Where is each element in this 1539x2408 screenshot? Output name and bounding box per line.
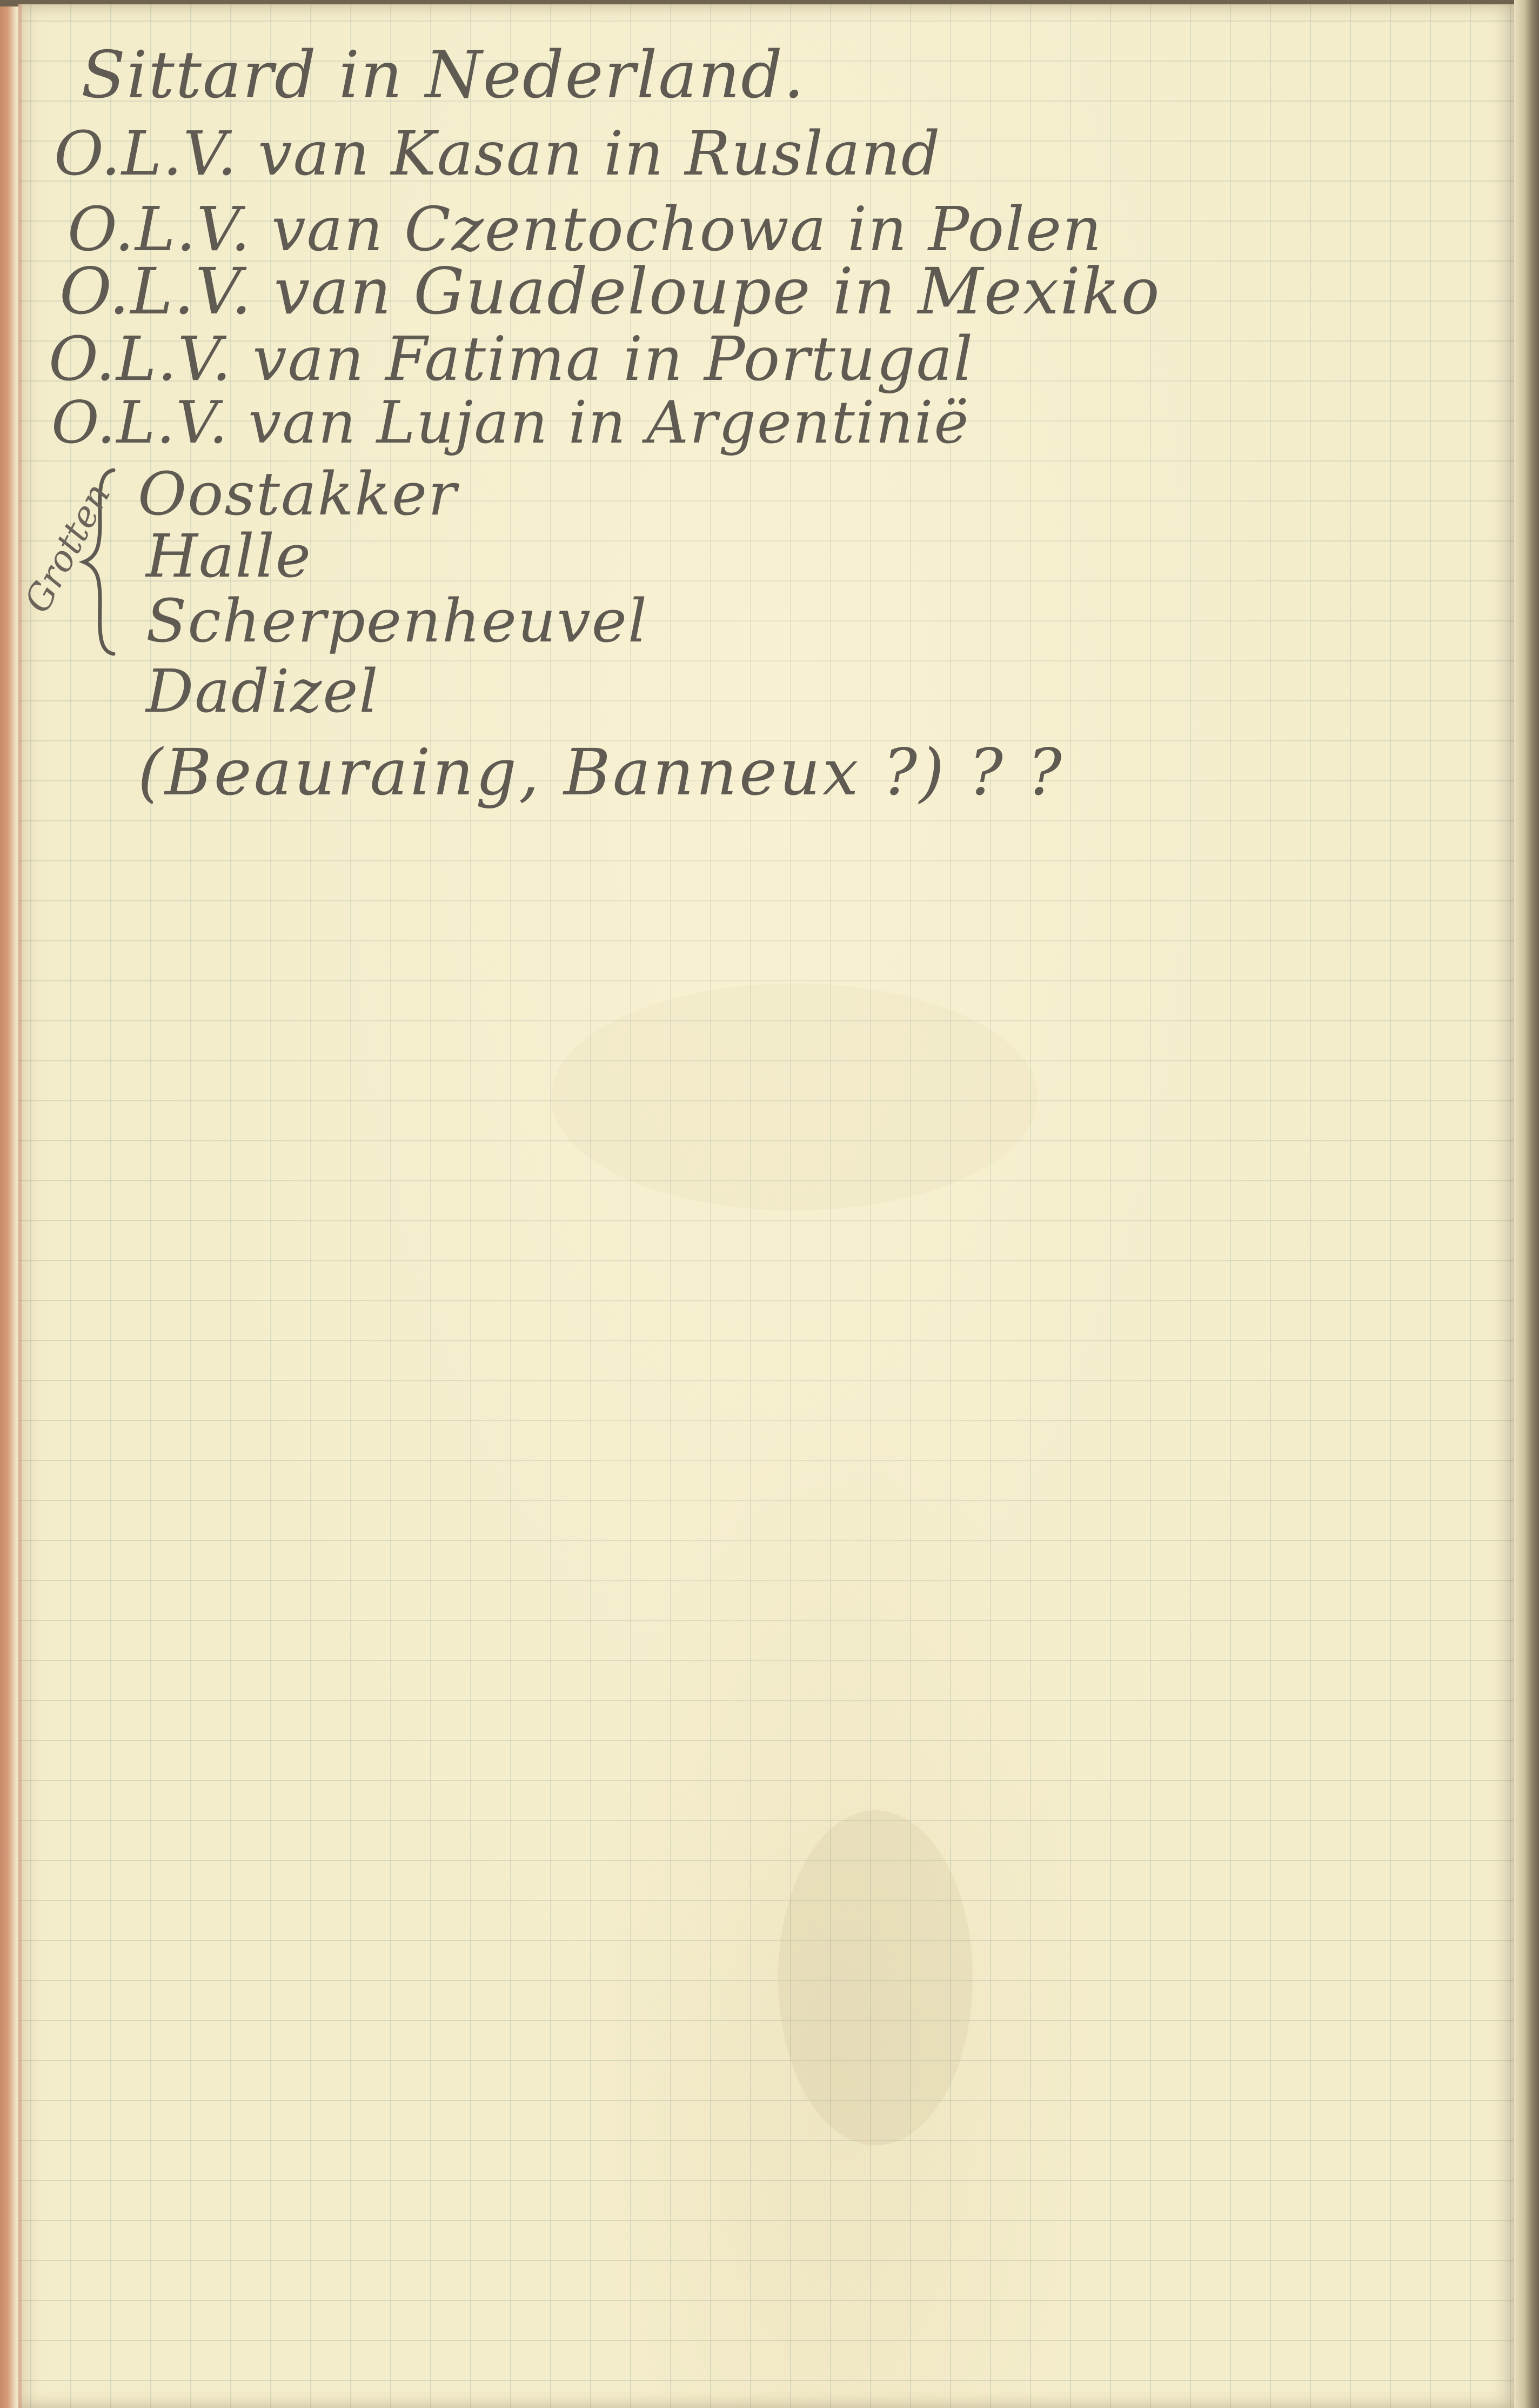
text-line-11: (Beauraing, Banneux ?) ? ? bbox=[138, 735, 1064, 810]
margin-note: Grotten bbox=[16, 476, 119, 620]
page-edge-shadow bbox=[1514, 0, 1539, 2408]
text-line-10: Dadizel bbox=[146, 657, 379, 726]
text-line-1: Sittard in Nederland. bbox=[81, 38, 806, 113]
text-line-4: O.L.V. van Guadeloupe in Mexiko bbox=[59, 254, 1161, 329]
text-line-3: O.L.V. van Czentochowa in Polen bbox=[68, 195, 1103, 265]
page-margin-line bbox=[18, 4, 22, 2408]
text-line-8: Halle bbox=[146, 521, 312, 591]
text-line-5: O.L.V. van Fatima in Portugal bbox=[49, 324, 974, 394]
text-line-2: O.L.V. van Kasan in Rusland bbox=[54, 119, 941, 189]
paper-stain bbox=[778, 1810, 973, 2145]
text-line-9: Scherpenheuvel bbox=[146, 586, 648, 655]
paper-stain bbox=[551, 984, 1038, 1210]
text-line-6: O.L.V. van Lujan in Argentinië bbox=[51, 389, 970, 457]
text-line-7: Oostakker bbox=[138, 459, 458, 529]
